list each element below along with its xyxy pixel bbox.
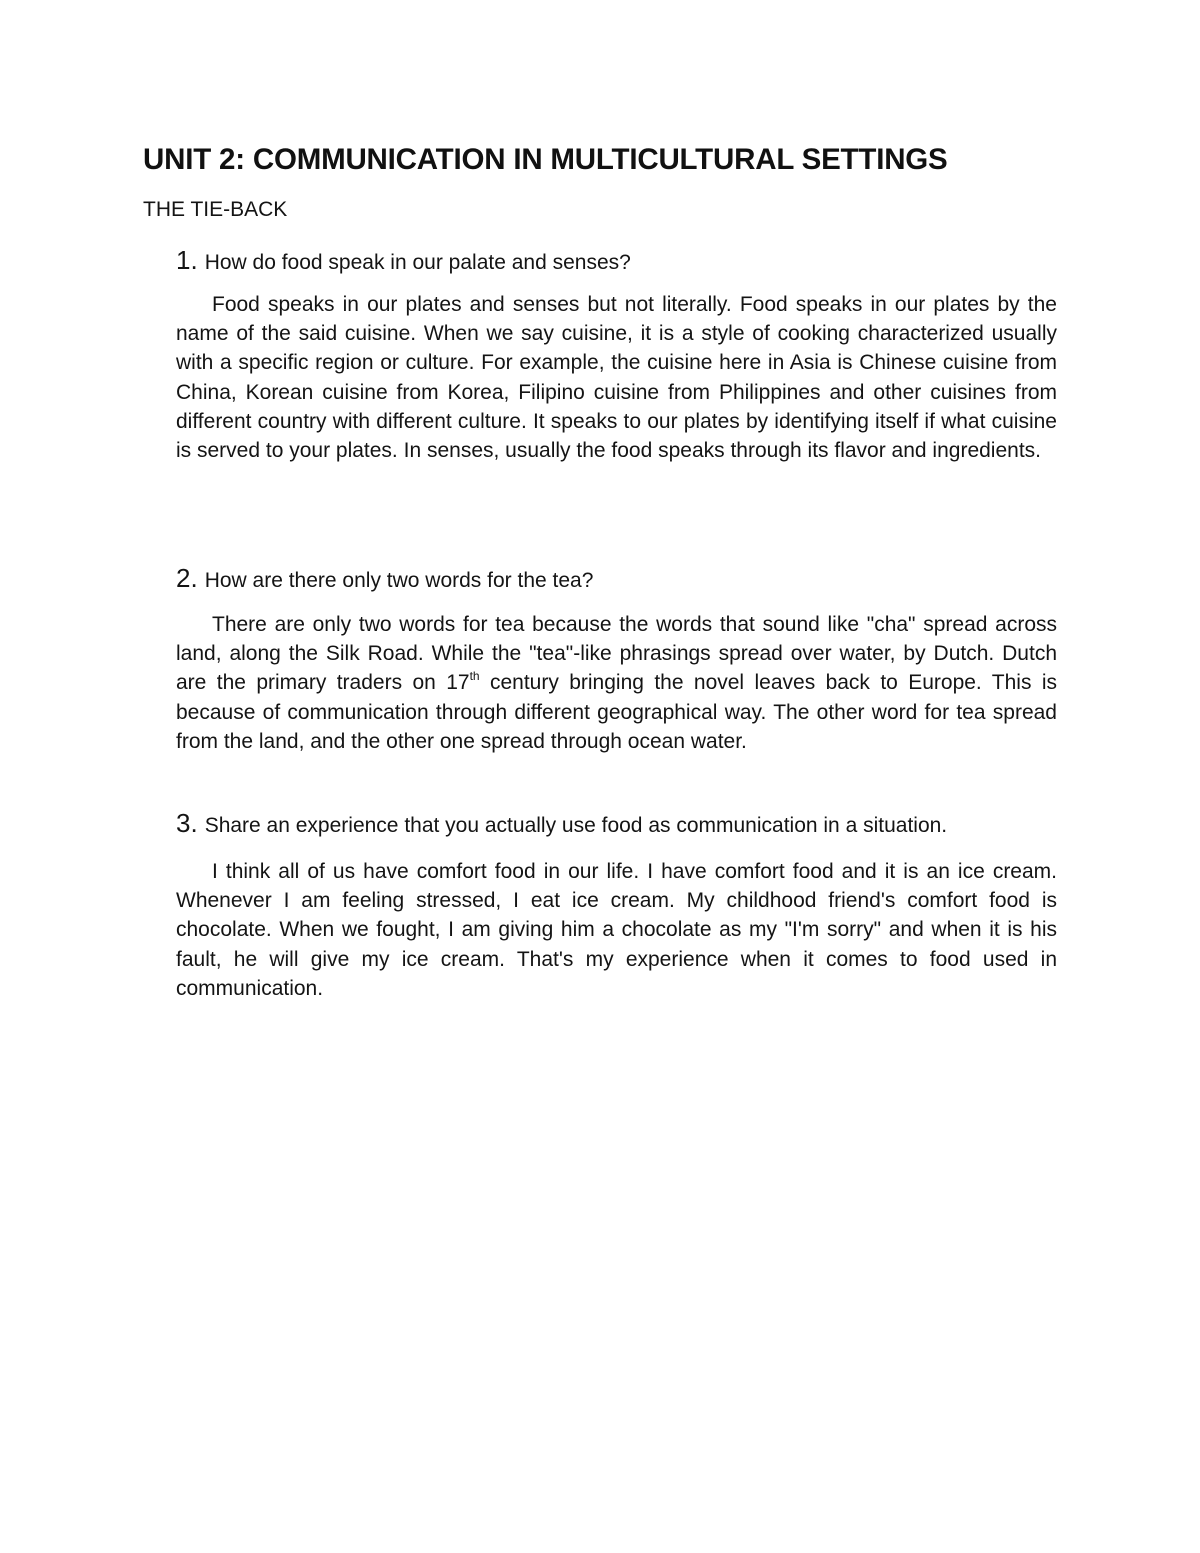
section-subtitle: THE TIE-BACK xyxy=(143,198,288,221)
answer-2 xyxy=(176,610,1057,756)
ordinal-superscript: th xyxy=(469,669,480,684)
document-title: UNIT 2: COMMUNICATION IN MULTICULTURAL SETTINGS xyxy=(143,143,948,176)
question-3 xyxy=(176,808,947,843)
question-number: 3. xyxy=(176,808,198,838)
answer-text: There are only two words for tea because the words that sound like "cha" spread across land, along the Silk Road. While the "tea"-like phrasings spread over water, by Dutch. Dutch are the primary traders on 17 xyxy=(176,613,1057,695)
answer-3: I think all of us have comfort food in our life. I have comfort food and it is an ice cream. Whenever I am feeling stressed, I eat ice cream. My childhood friend's comfort food is chocolate. When we fought, I am giving him a chocolate as my "I'm sorry" and when it is his fault, he will give my ice cream. That's my experience when it comes to food used in communication. xyxy=(176,860,1057,1000)
question-number: 1. xyxy=(176,245,198,275)
answer-text: century bringing the novel leaves back to Europe. This is because of communication through different geographical way. The other word for tea spread from the land, and the other one spread through ocean water. xyxy=(176,671,1057,753)
question-text: How are there only two words for the tea? xyxy=(204,569,594,592)
question-1 xyxy=(176,245,631,280)
question-number: 2. xyxy=(176,563,198,593)
answer-1: Food speaks in our plates and senses but not literally. Food speaks in our plates by the name of the said cuisine. When we say cuisine, it is a style of cooking characterized usually with a specific region or culture. For example, the cuisine here in Asia is Chinese cuisine from China, Korean cuisine from Korea, Filipino cuisine from Philippines and other cuisines from different country with different culture. It speaks to our plates by identifying itself if what cuisine is served to your plates. In senses, usually the food speaks through its flavor and ingredients. xyxy=(176,293,1057,463)
question-text: Share an experience that you actually use food as communication in a situation. xyxy=(204,814,948,837)
question-2 xyxy=(176,563,593,598)
question-text: How do food speak in our palate and senses? xyxy=(204,251,631,274)
